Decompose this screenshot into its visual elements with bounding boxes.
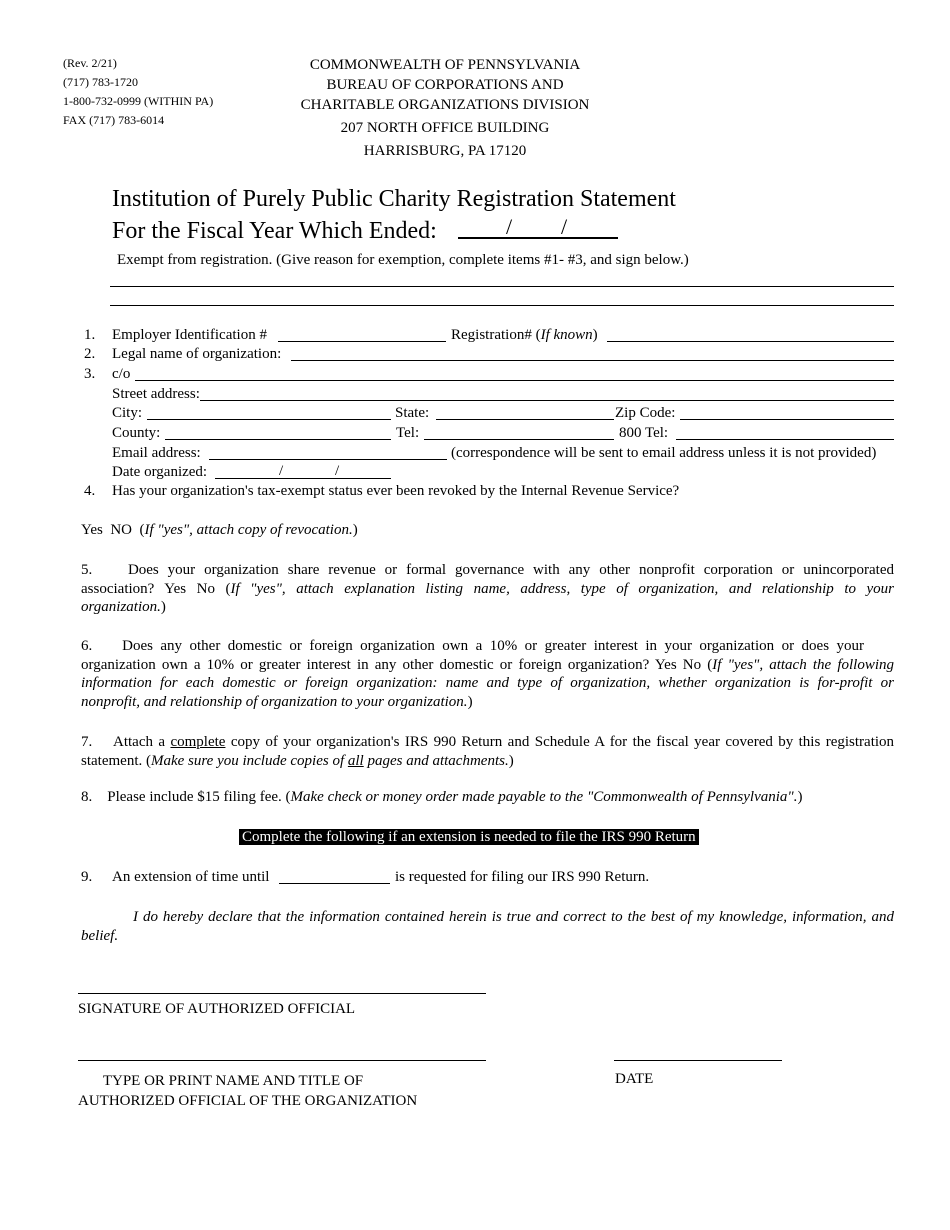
city-label: City:	[112, 405, 143, 421]
fax-text: FAX (717) 783-6014	[63, 113, 165, 127]
county-field[interactable]	[165, 425, 391, 440]
exempt-statement: Exempt from registration. (Give reason for exemption, complete items #1- #3, and sign below.)	[117, 252, 689, 268]
agency-line-1: COMMONWEALTH OF PENNSYLVANIA	[309, 57, 581, 73]
exempt-reason-line-1[interactable]	[110, 286, 894, 287]
street-field[interactable]	[200, 386, 894, 401]
question-7: 7. Attach a complete copy of your organization's IRS 990 Return and Schedule A for the fiscal year covered by this registration statement. (Make sure you include copies of all pages and attachments.)	[81, 734, 895, 769]
date-label: DATE	[615, 1071, 654, 1087]
ein-label: Employer Identification #	[112, 327, 267, 343]
item-number: 1.	[84, 327, 96, 343]
state-label: State:	[395, 405, 430, 421]
date-slash: /	[279, 463, 284, 479]
signature-line[interactable]	[78, 993, 486, 994]
agency-line-5: HARRISBURG, PA 17120	[363, 143, 527, 159]
city-field[interactable]	[147, 405, 391, 420]
agency-line-4: 207 NORTH OFFICE BUILDING	[340, 120, 550, 136]
item-number: 4.	[84, 483, 96, 499]
tel800-label: 800 Tel:	[619, 425, 669, 441]
no-option[interactable]: NO	[110, 522, 132, 538]
extension-note: is requested for filing our IRS 990 Return.	[395, 869, 650, 885]
agency-line-2: BUREAU OF CORPORATIONS AND	[326, 77, 564, 93]
form-title: Institution of Purely Public Charity Registration Statement	[112, 186, 676, 212]
question-4-answer: Yes NO (If "yes", attach copy of revocation.)	[81, 522, 358, 538]
date-line[interactable]	[614, 1060, 782, 1061]
printed-name-label: TYPE OR PRINT NAME AND TITLE OF AUTHORIZED OFFICIAL OF THE ORGANIZATION	[78, 1073, 418, 1109]
email-note: (correspondence will be sent to email address unless it is not provided)	[451, 445, 877, 461]
agency-address	[250, 55, 640, 163]
signature-label: SIGNATURE OF AUTHORIZED OFFICIAL	[78, 1001, 356, 1017]
agency-line-3: CHARITABLE ORGANIZATIONS DIVISION	[300, 97, 590, 113]
registration-label: Registration# (If known)	[451, 327, 598, 343]
ein-field[interactable]	[278, 327, 446, 342]
legal-name-label: Legal name of organization:	[112, 346, 282, 362]
toll-free-text: 1-800-732-0999 (WITHIN PA)	[63, 94, 214, 108]
date-slash: /	[506, 214, 513, 239]
date-slash: /	[561, 214, 568, 239]
date-organized-field[interactable]	[215, 464, 391, 479]
item-number: 3.	[84, 366, 96, 382]
declaration: I do hereby declare that the information contained herein is true and correct to the best of my knowledge, information, and belief.	[81, 909, 894, 944]
extension-date-field[interactable]	[279, 869, 390, 884]
header-contact	[63, 54, 213, 130]
street-label: Street address:	[112, 386, 200, 402]
zip-label: Zip Code:	[615, 405, 676, 421]
item-number: 2.	[84, 346, 96, 362]
revision-text: (Rev. 2/21)	[63, 56, 117, 70]
question-4: Has your organization's tax-exempt status ever been revoked by the Internal Revenue Service?	[112, 483, 680, 499]
email-field[interactable]	[209, 445, 447, 460]
care-of-field[interactable]	[135, 366, 894, 381]
question-5: 5. Does your organization share revenue or formal governance with any other nonprofit corporation or unincorporated association? Yes No (If "yes", attach explanation listing name, address, type of organization, and relationship to your organization.)	[81, 562, 895, 615]
date-slash: /	[335, 463, 340, 479]
printed-name-line[interactable]	[78, 1060, 486, 1061]
extension-label: An extension of time until	[112, 869, 270, 885]
care-of-label: c/o	[112, 366, 131, 382]
fiscal-year-date-field[interactable]	[458, 237, 618, 239]
phone-text: (717) 783-1720	[63, 75, 138, 89]
zip-field[interactable]	[680, 405, 894, 420]
tel800-field[interactable]	[676, 425, 894, 440]
county-label: County:	[112, 425, 161, 441]
item-number: 9.	[81, 869, 93, 885]
fiscal-year-label: For the Fiscal Year Which Ended:	[112, 218, 437, 244]
question-8: 8. Please include $15 filing fee. (Make check or money order made payable to the "Commonwealth of Pennsylvania".)	[81, 789, 803, 805]
state-field[interactable]	[436, 405, 614, 420]
email-label: Email address:	[112, 445, 201, 461]
registration-field[interactable]	[607, 327, 894, 342]
date-organized-label: Date organized:	[112, 464, 208, 480]
extension-banner: Complete the following if an extension is needed to file the IRS 990 Return	[239, 829, 699, 846]
tel-field[interactable]	[424, 425, 614, 440]
exempt-reason-line-2[interactable]	[110, 305, 894, 306]
question-6: 6. Does any other domestic or foreign organization own a 10% or greater interest in your organization or does your organization own a 10% or greater interest in any other domestic or foreign organization? Yes No (If "yes", attach the following information for each domestic or foreign organization: name and type of organization, whether organization is for-profit or nonprofit, and relationship of organization to your organization.)	[81, 638, 894, 710]
yes-option[interactable]: Yes	[81, 522, 103, 538]
tel-label: Tel:	[396, 425, 420, 441]
legal-name-field[interactable]	[291, 346, 894, 361]
